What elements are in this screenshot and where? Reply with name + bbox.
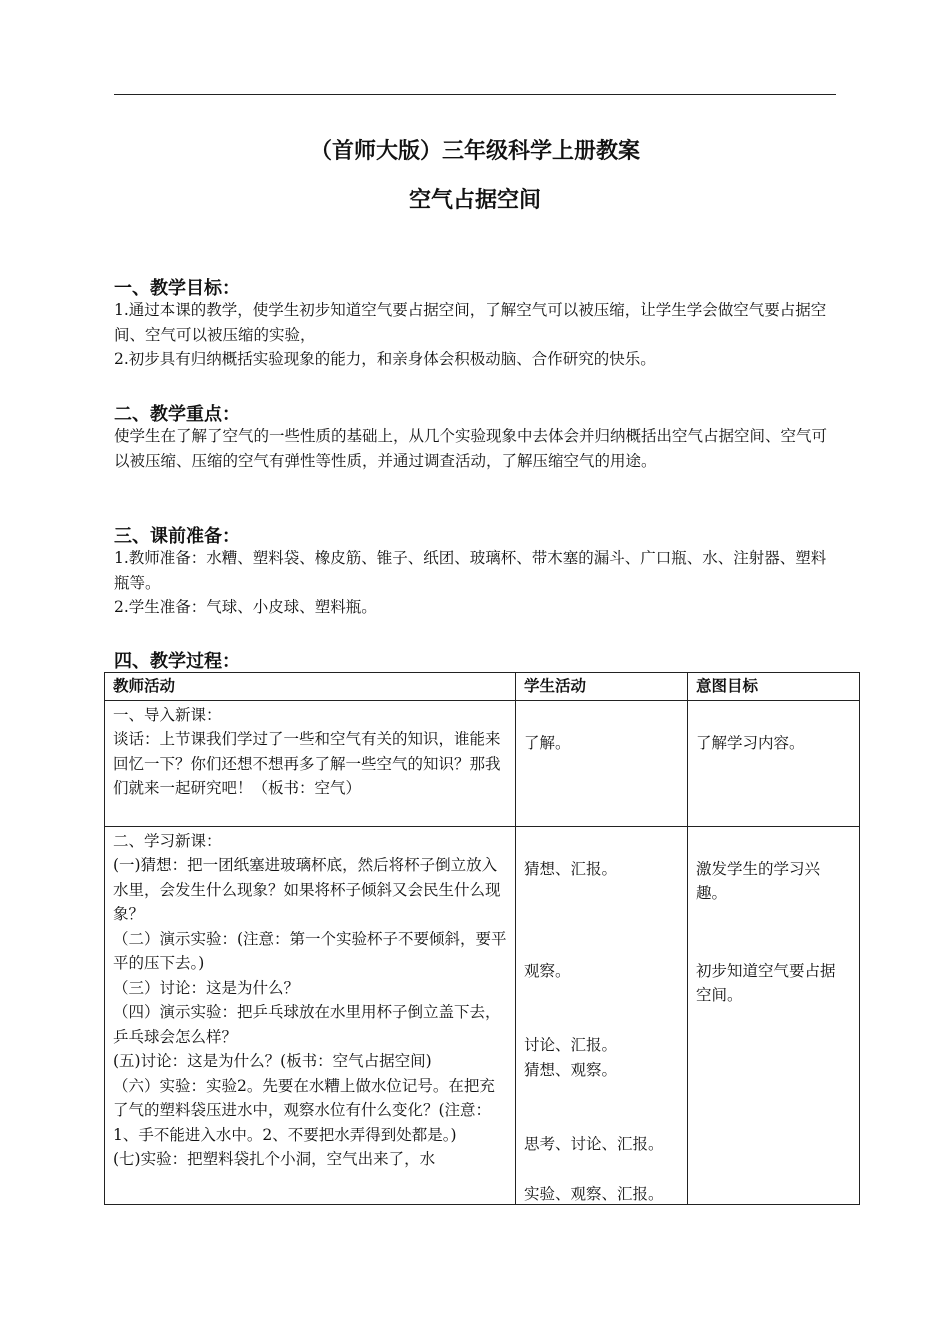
row2-teacher-line: (五)讨论：这是为什么？(板书：空气占据空间) [113,1052,432,1070]
row1-goal-text: 了解学习内容。 [696,733,805,752]
section-heading-process: 四、教学过程： [114,651,240,672]
teaching-process-table [104,672,860,1205]
table-row [105,700,860,826]
key-points-paragraph: 使学生在了解了空气的一些性质的基础上，从几个实验现象中去体会并归纳概括出空气占据空间、空气可以被压缩、压缩的空气有弹性等性质，并通过调查活动，了解压缩空气的用途。 [114,427,828,470]
goals-text [114,298,838,372]
preparation-line-2: 2.学生准备：气球、小皮球、塑料瓶。 [114,598,377,616]
row1-teacher-cell [105,700,516,826]
row2-goal-text: 初步知道空气要占据空间。 [696,961,836,1004]
row2-student-text: 观察。 [524,961,571,980]
row2-student-text: 讨论、汇报。 [524,1035,618,1054]
row2-student-text: 实验、观察、汇报。 [524,1184,664,1203]
key-points-text [114,424,838,473]
row1-student-cell [516,700,688,826]
row2-teacher-line: (一)猜想：把一团纸塞进玻璃杯底，然后将杯子倒立放入水里，会发生什么现象？如果将杯子倾斜又会民生什么现象？ [113,856,501,923]
row2-teacher-line: （六）实验：实验2。先要在水糟上做水位记号。在把充了气的塑料袋压进水中，观察水位有什么变化？(注意：1、手不能进入水中。2、不要把水弄得到处都是。) [113,1076,495,1144]
row2-teacher-line: 二、学习新课： [113,831,222,850]
header-rule [114,94,836,95]
row1-goal-cell [688,700,860,826]
header-student-activity: 学生活动 [516,673,688,701]
row1-teacher-line: 谈话：上节课我们学过了一些和空气有关的知识，谁能来回忆一下？你们还想不想再多了解一些空气的知识？那我们就来一起研究吧！（板书：空气） [113,730,501,797]
row2-goal-cell [688,826,860,1204]
row2-teacher-cell [105,826,516,1204]
table-header-row [105,673,860,701]
row2-teacher-line: （二）演示实验：(注意：第一个实验杯子不要倾斜，要平平的压下去。) [113,929,507,972]
goals-line-2: 2.初步具有归纳概括实验现象的能力，和亲身体会积极动脑、合作研究的快乐。 [114,350,656,368]
row2-teacher-line: (七)实验：把塑料袋扎个小洞，空气出来了，水 [113,1150,436,1168]
header-teacher-activity: 教师活动 [105,673,516,701]
row1-teacher-line: 一、导入新课： [113,705,222,724]
row1-student-text: 了解。 [524,733,571,752]
row2-student-cell [516,826,688,1204]
preparation-text [114,546,838,620]
table-row [105,826,860,1204]
section-heading-goals: 一、教学目标： [114,278,240,299]
document-subtitle: 空气占据空间 [408,188,541,213]
section-heading-key-points: 二、教学重点： [114,404,240,425]
preparation-line-1: 1.教师准备：水糟、塑料袋、橡皮筋、锥子、纸团、玻璃杯、带木塞的漏斗、广口瓶、水、注射器、塑料瓶等。 [114,549,827,592]
document-title: （首师大版）三年级科学上册教案 [309,139,640,164]
section-heading-preparation: 三、课前准备： [114,526,240,547]
row2-goal-text: 激发学生的学习兴趣。 [696,859,821,902]
header-intent-goal: 意图目标 [688,673,860,701]
row2-student-text: 猜想、汇报。 [524,859,618,878]
row2-student-text: 猜想、观察。 [524,1060,618,1079]
goals-line-1: 1.通过本课的教学，使学生初步知道空气要占据空间，了解空气可以被压缩，让学生学会做空气要占据空间、空气可以被压缩的实验， [114,301,827,344]
row2-teacher-line: （四）演示实验：把乒乓球放在水里用杯子倒立盖下去，乒乓球会怎么样？ [113,1003,501,1046]
row2-student-text: 思考、讨论、汇报。 [524,1134,664,1153]
row2-teacher-line: （三）讨论：这是为什么？ [113,978,300,997]
